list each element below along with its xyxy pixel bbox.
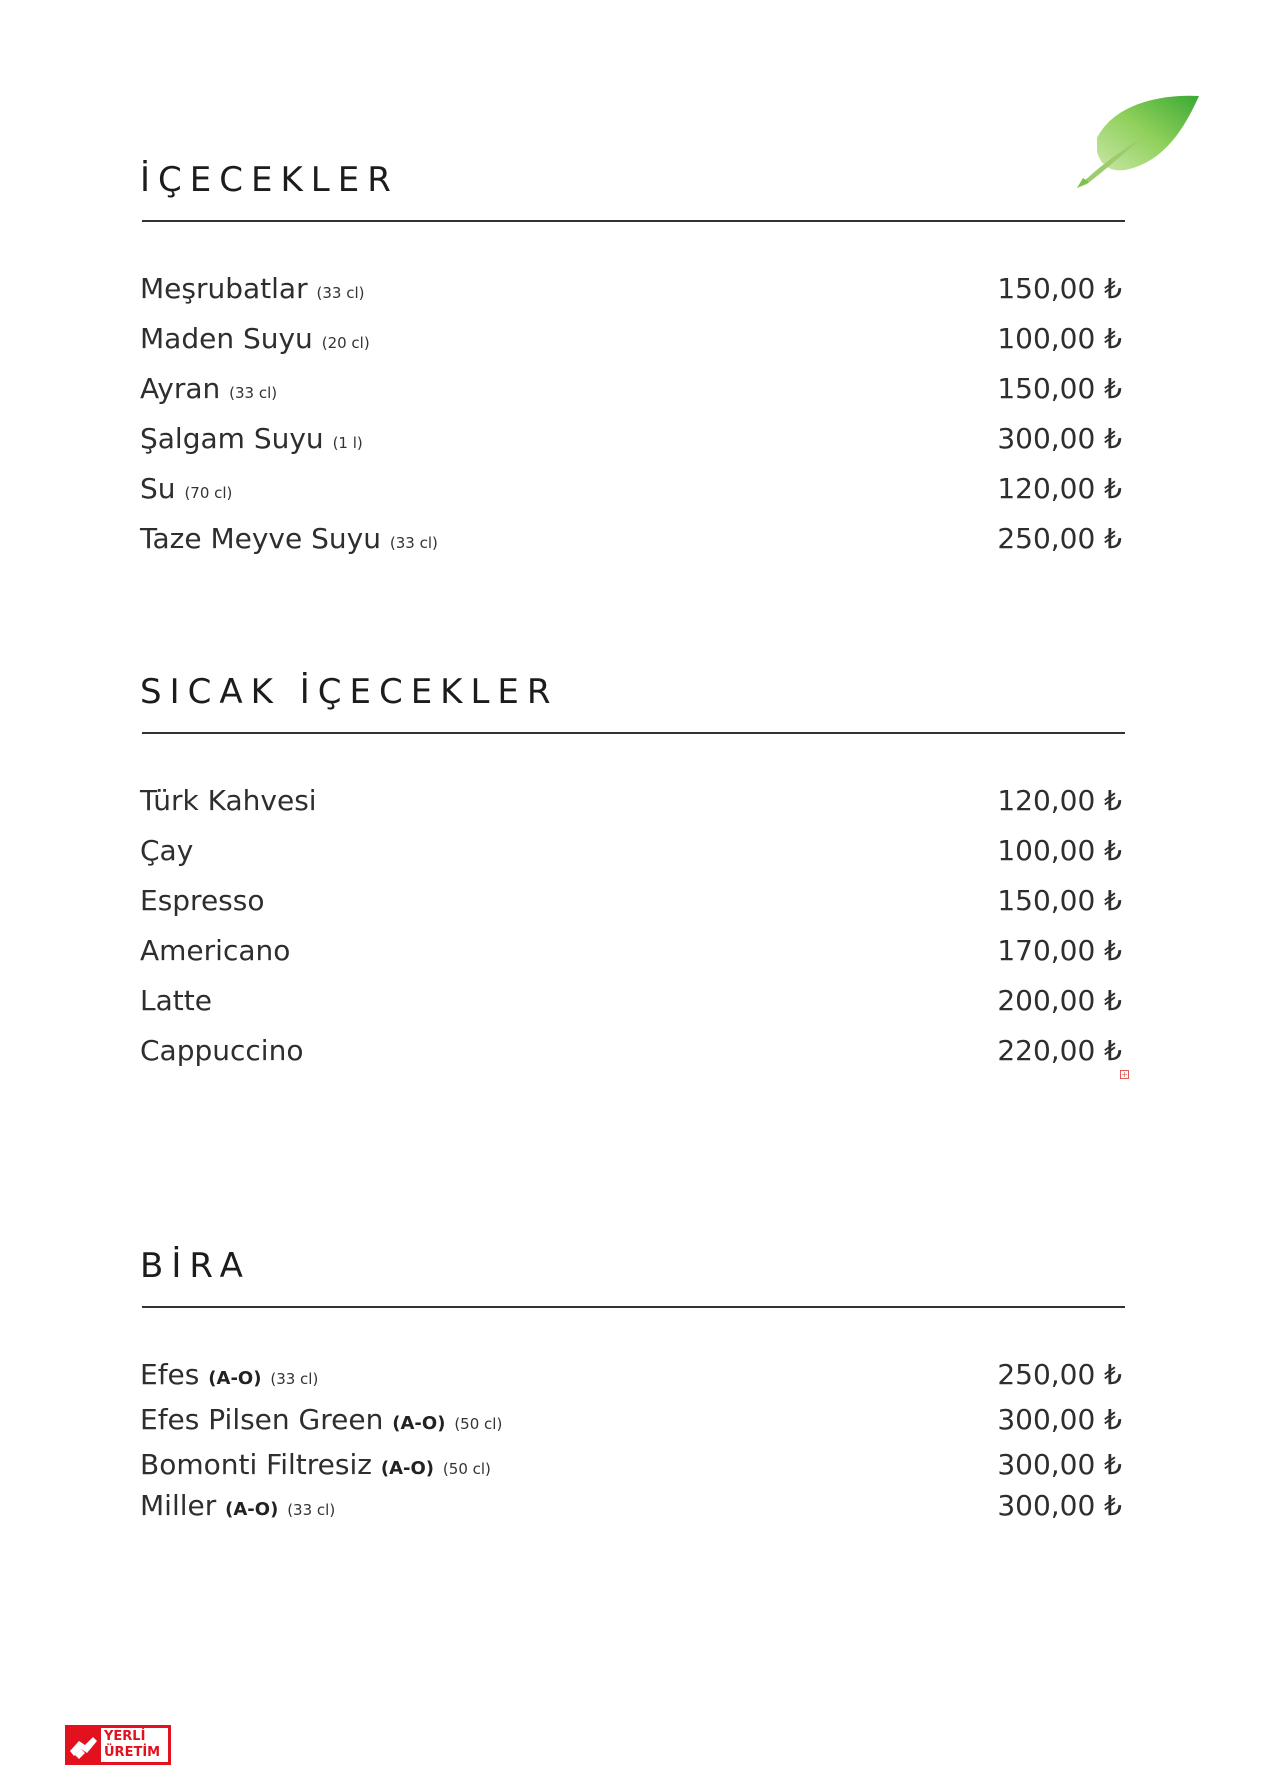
- item-name: Şalgam Suyu: [140, 422, 324, 455]
- menu-item: [140, 522, 1122, 562]
- section-divider: [142, 732, 1125, 734]
- item-price: 150,00 ₺: [997, 272, 1122, 305]
- menu-item: [140, 272, 1122, 312]
- menu-item: [140, 834, 1122, 874]
- badge-line-2: ÜRETİM: [104, 1745, 161, 1760]
- section-divider: [142, 220, 1125, 222]
- item-volume: (33 cl): [229, 384, 278, 402]
- item-price: 170,00 ₺: [997, 934, 1122, 967]
- item-price: 150,00 ₺: [997, 884, 1122, 917]
- menu-item: [140, 784, 1122, 824]
- section-title: İÇECEKLER: [140, 160, 399, 200]
- item-name: Su: [140, 472, 176, 505]
- section-hot-drinks: [140, 670, 1125, 1067]
- item-name: Taze Meyve Suyu: [140, 522, 381, 555]
- menu-item: [140, 1448, 1122, 1488]
- item-volume: (33 cl): [287, 1501, 336, 1519]
- menu-item: [140, 884, 1122, 924]
- item-name: Ayran: [140, 372, 221, 405]
- item-name: Maden Suyu: [140, 322, 313, 355]
- handshake-icon: [65, 1725, 101, 1765]
- item-name: Bomonti Filtresiz: [140, 1448, 372, 1481]
- item-name: Efes: [140, 1358, 200, 1391]
- item-volume: (20 cl): [321, 334, 370, 352]
- item-name: Cappuccino: [140, 1034, 304, 1067]
- item-price: 220,00 ₺: [997, 1034, 1122, 1067]
- menu-item: [140, 472, 1122, 512]
- item-name: Çay: [140, 834, 194, 867]
- item-alcohol-tag: (A-O): [225, 1499, 279, 1520]
- item-price: 150,00 ₺: [997, 372, 1122, 405]
- item-volume: (1 l): [332, 434, 363, 452]
- menu-item: [140, 1358, 1122, 1398]
- item-volume: (50 cl): [442, 1460, 491, 1478]
- menu-item: [140, 934, 1122, 974]
- section-title: BİRA: [140, 1246, 251, 1286]
- item-price: 300,00 ₺: [997, 1403, 1122, 1436]
- item-name: Americano: [140, 934, 291, 967]
- item-volume: (33 cl): [270, 1370, 319, 1388]
- section-drinks: [140, 158, 1125, 555]
- item-name: Espresso: [140, 884, 265, 917]
- item-volume: (33 cl): [316, 284, 365, 302]
- item-alcohol-tag: (A-O): [392, 1413, 446, 1434]
- menu-item: [140, 322, 1122, 362]
- section-beer: [140, 1244, 1125, 1522]
- section-title: SICAK İÇECEKLER: [140, 672, 559, 712]
- item-price: 100,00 ₺: [997, 322, 1122, 355]
- section-divider: [142, 1306, 1125, 1308]
- menu-item: [140, 1403, 1122, 1443]
- item-price: 300,00 ₺: [997, 422, 1122, 455]
- item-volume: (70 cl): [184, 484, 233, 502]
- menu-item: [140, 984, 1122, 1024]
- menu-item: [140, 422, 1122, 462]
- item-alcohol-tag: (A-O): [208, 1368, 262, 1389]
- item-price: 300,00 ₺: [997, 1448, 1122, 1481]
- item-name: Latte: [140, 984, 212, 1017]
- item-price: 250,00 ₺: [997, 522, 1122, 555]
- menu-item: [140, 1489, 1122, 1529]
- item-price: 300,00 ₺: [997, 1489, 1122, 1522]
- item-price: 120,00 ₺: [997, 472, 1122, 505]
- item-name: Miller: [140, 1489, 217, 1522]
- yerli-uretim-badge: [65, 1725, 171, 1765]
- item-volume: (50 cl): [454, 1415, 503, 1433]
- item-alcohol-tag: (A-O): [380, 1458, 435, 1479]
- item-name: Türk Kahvesi: [140, 784, 317, 817]
- item-price: 120,00 ₺: [997, 784, 1122, 817]
- menu-item: [140, 372, 1122, 412]
- item-name: Meşrubatlar: [140, 272, 308, 305]
- item-name: Efes Pilsen Green: [140, 1403, 384, 1436]
- item-volume: (33 cl): [389, 534, 438, 552]
- item-price: 200,00 ₺: [997, 984, 1122, 1017]
- item-price: 100,00 ₺: [997, 834, 1122, 867]
- item-price: 250,00 ₺: [997, 1358, 1122, 1391]
- menu-item: [140, 1034, 1122, 1074]
- text-overflow-marker: +: [1121, 1070, 1128, 1079]
- badge-line-1: YERLİ: [104, 1729, 146, 1744]
